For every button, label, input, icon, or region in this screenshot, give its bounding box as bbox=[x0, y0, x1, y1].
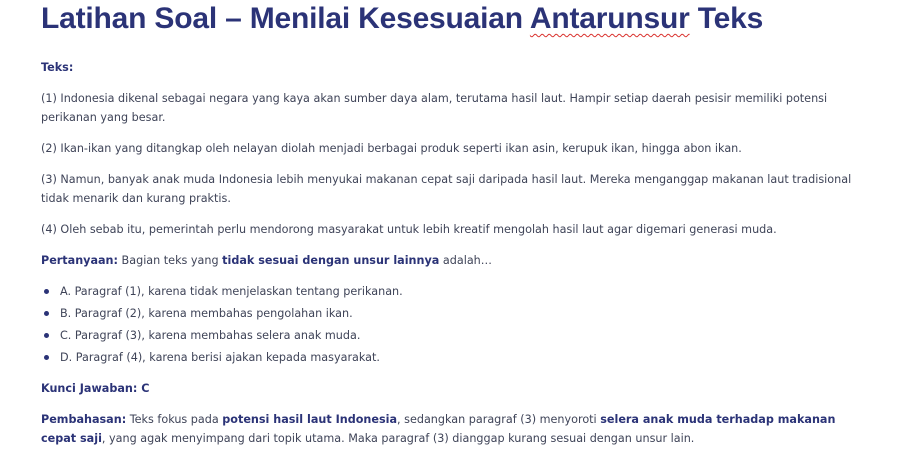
option-c-text: C. Paragraf (3), karena membahas selera anak muda. bbox=[60, 329, 361, 342]
option-a bbox=[41, 282, 873, 301]
bullet-icon bbox=[44, 311, 49, 316]
paragraph-3: (3) Namun, banyak anak muda Indonesia lebih menyukai makanan cepat saji daripada hasil laut. Mereka menganggap makanan laut tradisional tidak menarik dan kurang praktis. bbox=[41, 173, 852, 205]
bullet-icon bbox=[44, 355, 49, 360]
option-d-text: D. Paragraf (4), karena berisi ajakan kepada masyarakat. bbox=[60, 351, 380, 364]
explanation-text-2: , sedangkan paragraf (3) menyoroti bbox=[397, 413, 601, 426]
question-label: Pertanyaan: bbox=[41, 254, 118, 267]
explanation-bold-2: selera anak muda terhadap makanan cepat saji bbox=[41, 413, 836, 445]
option-b-text: B. Paragraf (2), karena membahas pengolahan ikan. bbox=[60, 307, 353, 320]
explanation-bold-1: potensi hasil laut Indonesia bbox=[222, 413, 398, 426]
article-body bbox=[41, 58, 873, 448]
question bbox=[41, 251, 873, 270]
explanation-text-1: Teks fokus pada bbox=[126, 413, 223, 426]
question-emphasis: tidak sesuai dengan unsur lainnya bbox=[222, 254, 440, 267]
option-d bbox=[41, 348, 873, 367]
paragraph-4: (4) Oleh sebab itu, pemerintah perlu mendorong masyarakat untuk lebih kreatif mengolah hasil laut agar digemari generasi muda. bbox=[41, 223, 777, 236]
option-b bbox=[41, 304, 873, 323]
question-text-2: adalah… bbox=[439, 254, 492, 267]
explanation-text-3: , yang agak menyimpang dari topik utama. Maka paragraf (3) dianggap kurang sesuai dengan unsur lain. bbox=[101, 432, 695, 445]
title-part-3: Teks bbox=[689, 2, 764, 35]
explanation-label: Pembahasan: bbox=[41, 413, 127, 426]
title-part-1: Latihan Soal – Menilai Kesesuaian bbox=[41, 2, 530, 35]
answer-options bbox=[41, 282, 873, 367]
teks-label: Teks: bbox=[41, 61, 74, 74]
option-a-text: A. Paragraf (1), karena tidak menjelaskan tentang perikanan. bbox=[60, 285, 403, 298]
option-c bbox=[41, 326, 873, 345]
question-text-1: Bagian teks yang bbox=[118, 254, 223, 267]
explanation bbox=[41, 410, 873, 448]
title-misspelled-word: Antarunsur bbox=[529, 2, 690, 35]
answer-key: Kunci Jawaban: C bbox=[41, 382, 150, 395]
paragraph-1: (1) Indonesia dikenal sebagai negara yang kaya akan sumber daya alam, terutama hasil laut. Hampir setiap daerah pesisir memiliki potensi perikanan yang besar. bbox=[41, 92, 828, 124]
bullet-icon bbox=[44, 289, 49, 294]
bullet-icon bbox=[44, 333, 49, 338]
paragraph-2: (2) Ikan-ikan yang ditangkap oleh nelayan diolah menjadi berbagai produk seperti ikan asin, kerupuk ikan, hingga abon ikan. bbox=[41, 142, 742, 155]
page-title bbox=[41, 2, 763, 36]
